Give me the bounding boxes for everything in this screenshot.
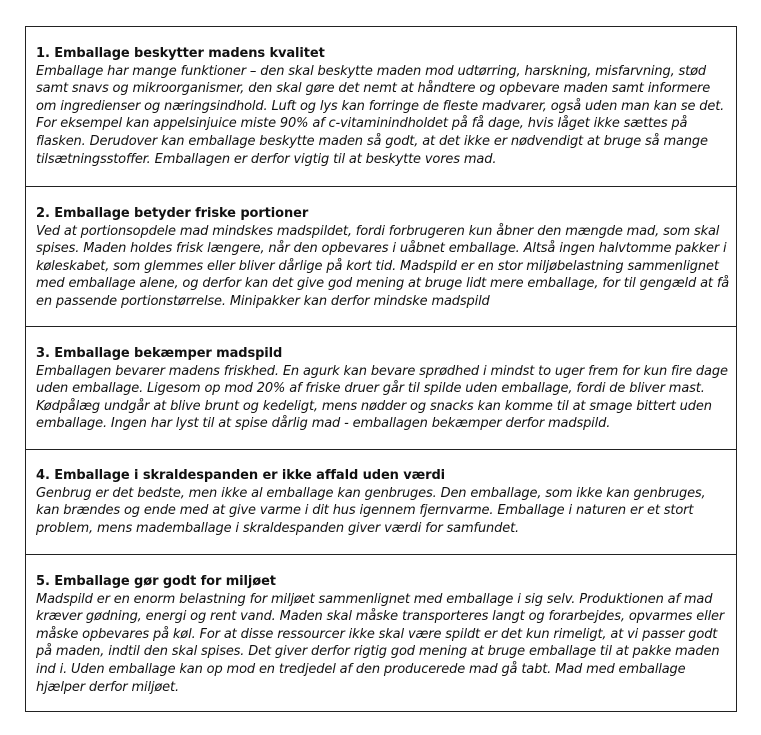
section-5-title: 5. Emballage gør godt for miljøet	[36, 574, 276, 589]
document-table	[25, 26, 737, 712]
section-3	[26, 326, 736, 449]
section-2-title: 2. Emballage betyder friske portioner	[36, 206, 309, 221]
section-2	[26, 186, 736, 326]
section-3-title: 3. Emballage bekæmper madspild	[36, 346, 283, 361]
section-5-body: Madspild er en enorm belastning for miljøet sammenlignet med emballage i sig selv. Produktionen af mad kræver gødning, energi og rent vand. Maden skal måske transporteres langt og forarbejdes, opvarmes eller måske opbevares på køl. For at disse ressourcer ikke skal være spildt er det kun rimeligt, at vi passer godt på maden, indtil den skal spises. Det giver derfor rigtig god mening at bruge emballage til at pakke maden ind i. Uden emballage kan op mod en tredjedel af den producerede mad gå tabt. Mad med emballage hjælper derfor miljøet.	[36, 591, 725, 695]
section-5	[26, 554, 736, 711]
section-1-body: Emballage har mange funktioner – den skal beskytte maden mod udtørring, harskning, misfarvning, stød samt snavs og mikroorganismer, den skal gøre det nemt at håndtere og opbevare maden samt informere om ingredienser og næringsindhold. Luft og lys kan forringe de fleste madvarer, også uden man kan se det. For eksempel kan appelsinjuice miste 90% af c-vitaminindholdet på få dage, hvis låget ikke sættes på flasken. Derudover kan emballage beskytte maden så godt, at det ikke er nødvendigt at bruge så mange tilsætningsstoffer. Emballagen er derfor vigtig til at beskytte vores mad.	[36, 63, 725, 167]
section-1	[26, 27, 736, 186]
section-4-body: Genbrug er det bedste, men ikke al emballage kan genbruges. Den emballage, som ikke kan genbruges, kan brændes og ende med at give varme i dit hus igennem fjernvarme. Emballage i naturen er et stort problem, mens mademballage i skraldespanden giver værdi for samfundet.	[36, 485, 706, 536]
section-4-title: 4. Emballage i skraldespanden er ikke affald uden værdi	[36, 468, 446, 483]
section-4	[26, 449, 736, 554]
section-2-body: Ved at portionsopdele mad mindskes madspildet, fordi forbrugeren kun åbner den mængde mad, som skal spises. Maden holdes frisk længere, når den opbevares i uåbnet emballage. Altså ingen halvtomme pakker i køleskabet, som glemmes eller bliver dårlige på kort tid. Madspild er en stor miljøbelastning sammenlignet med emballage alene, og derfor kan det give god mening at bruge lidt mere emballage, for til gengæld at få en passende portionstørrelse. Minipakker kan derfor mindske madspild	[36, 223, 730, 309]
section-1-title: 1. Emballage beskytter madens kvalitet	[36, 46, 325, 61]
section-3-body: Emballagen bevarer madens friskhed. En agurk kan bevare sprødhed i mindst to uger frem for kun fire dage uden emballage. Ligesom op mod 20% af friske druer går til spilde uden emballage, fordi de bliver mast. Kødpålæg undgår at blive brunt og kedeligt, mens nødder og snacks kan komme til at smage bittert uden emballage. Ingen har lyst til at spise dårlig mad - emballagen bekæmper derfor madspild.	[36, 363, 728, 432]
